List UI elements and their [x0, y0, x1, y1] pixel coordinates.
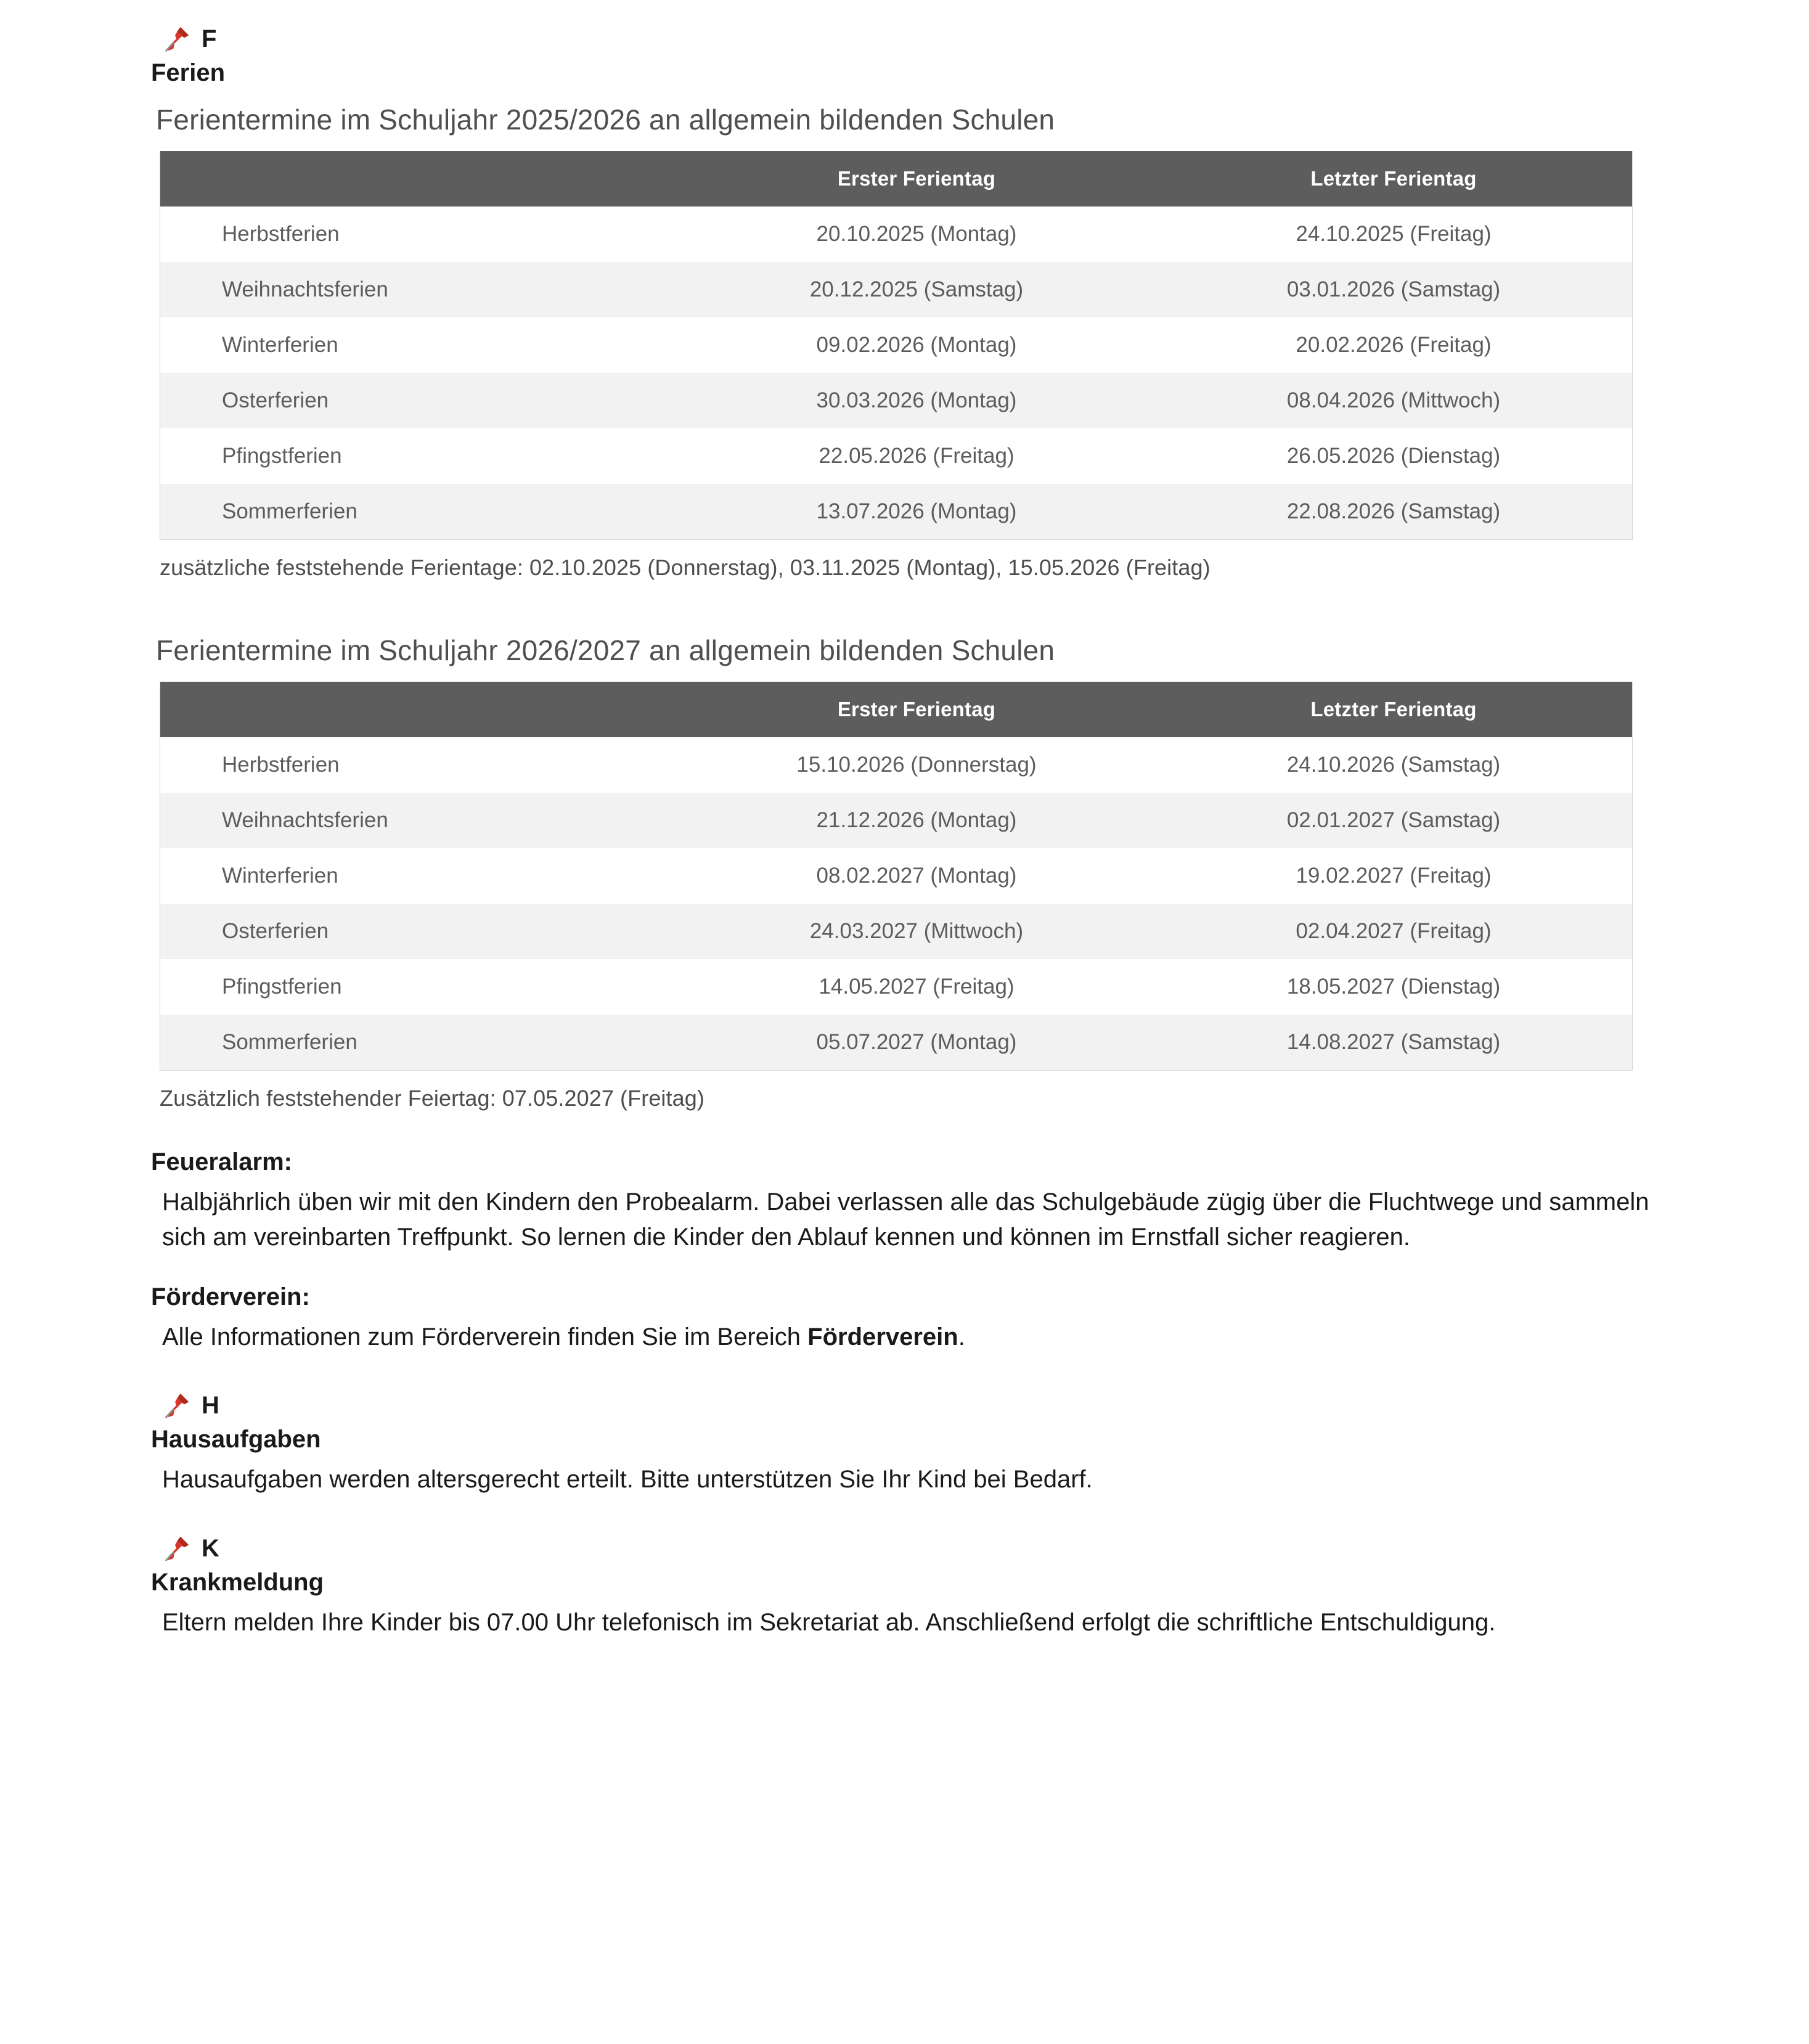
table-row: [160, 317, 1632, 373]
cell-ferienart: Osterferien: [222, 388, 329, 412]
ferien-table-2026-2027: [160, 682, 1633, 1071]
cell-ferienart: Pfingstferien: [222, 444, 342, 468]
section-heading-ferien: Ferien: [151, 59, 226, 86]
paragraph-feueralarm: Halbjährlich üben wir mit den Kindern den Probealarm. Dabei verlassen alle das Schulgebäude zügig über die Fluchtwege und sammeln sich am vereinbarten Treffpunkt. So lernen die Kinder den Ablauf kennen und können im Ernstfall sicher reagieren.: [162, 1188, 1649, 1251]
column-header-letzter: Letzter Ferientag: [1155, 682, 1632, 737]
cell-letzter-ferientag: 22.08.2026 (Samstag): [1286, 499, 1501, 523]
cell-erster-ferientag: 20.10.2025 (Montag): [816, 222, 1017, 246]
pushpin-icon: [162, 25, 190, 53]
cell-letzter-ferientag: 24.10.2026 (Samstag): [1286, 753, 1501, 777]
cell-erster-ferientag: 22.05.2026 (Freitag): [819, 444, 1015, 468]
column-header-letzter: Letzter Ferientag: [1155, 151, 1632, 206]
cell-erster-ferientag: 13.07.2026 (Montag): [816, 499, 1017, 523]
cell-ferienart: Weihnachtsferien: [222, 277, 388, 301]
cell-ferienart: Herbstferien: [222, 222, 340, 246]
section-header-krankmeldung: [162, 1534, 1717, 1563]
table-title-2026-2027: Ferientermine im Schuljahr 2026/2027 an allgemein bildenden Schulen: [156, 634, 1055, 666]
cell-letzter-ferientag: 08.04.2026 (Mittwoch): [1286, 388, 1501, 412]
cell-erster-ferientag: 05.07.2027 (Montag): [816, 1030, 1017, 1054]
table-row: [160, 428, 1632, 484]
table-header-row: [160, 682, 1632, 737]
cell-ferienart: Herbstferien: [222, 753, 340, 777]
section-heading-hausaufgaben: Hausaufgaben: [151, 1426, 321, 1453]
section-pin-letter: H: [202, 1391, 220, 1419]
column-header-erster: Erster Ferientag: [678, 151, 1155, 206]
pushpin-icon: [162, 1391, 190, 1420]
table-row: [160, 373, 1632, 428]
foerderverein-text-post: .: [958, 1323, 965, 1351]
table-row: [160, 904, 1632, 959]
section-header-ferien: [162, 25, 1717, 53]
foerderverein-text-pre: Alle Informationen zum Förderverein finden Sie im Bereich: [162, 1323, 808, 1351]
cell-erster-ferientag: 24.03.2027 (Mittwoch): [809, 919, 1024, 943]
paragraph-krankmeldung: Eltern melden Ihre Kinder bis 07.00 Uhr telefonisch im Sekretariat ab. Anschließend erfolgt die schriftliche Entschuldigung.: [162, 1609, 1496, 1637]
column-header-ferien: [160, 682, 678, 737]
cell-ferienart: Sommerferien: [222, 499, 357, 523]
table-row: [160, 737, 1632, 793]
table-note-2025-2026: zusätzliche feststehende Ferientage: 02.10.2025 (Donnerstag), 03.11.2025 (Montag), 15.05.2026 (Freitag): [160, 555, 1211, 580]
cell-ferienart: Weihnachtsferien: [222, 808, 388, 832]
column-header-ferien: [160, 151, 678, 206]
cell-letzter-ferientag: 18.05.2027 (Dienstag): [1286, 975, 1501, 999]
heading-feueralarm: Feueralarm:: [151, 1148, 292, 1175]
cell-ferienart: Pfingstferien: [222, 975, 342, 999]
section-header-hausaufgaben: [162, 1391, 1717, 1420]
paragraph-foerderverein: [162, 1320, 1660, 1355]
cell-erster-ferientag: 15.10.2026 (Donnerstag): [796, 753, 1037, 777]
cell-ferienart: Sommerferien: [222, 1030, 357, 1054]
cell-erster-ferientag: 21.12.2026 (Montag): [816, 808, 1017, 832]
cell-letzter-ferientag: 02.01.2027 (Samstag): [1286, 808, 1501, 832]
pushpin-icon: [162, 1534, 190, 1563]
column-header-erster: Erster Ferientag: [678, 682, 1155, 737]
table-note-2026-2027: Zusätzlich feststehender Feiertag: 07.05.2027 (Freitag): [160, 1085, 704, 1111]
cell-erster-ferientag: 08.02.2027 (Montag): [816, 864, 1017, 888]
cell-erster-ferientag: 20.12.2025 (Samstag): [809, 277, 1024, 301]
paragraph-hausaufgaben: Hausaufgaben werden altersgerecht erteilt. Bitte unterstützen Sie Ihr Kind bei Bedarf.: [162, 1466, 1093, 1494]
cell-ferienart: Winterferien: [222, 333, 338, 357]
cell-erster-ferientag: 30.03.2026 (Montag): [816, 388, 1017, 412]
table-header-row: [160, 151, 1632, 206]
foerderverein-link[interactable]: Förderverein: [807, 1323, 958, 1351]
cell-letzter-ferientag: 24.10.2025 (Freitag): [1296, 222, 1492, 246]
section-pin-letter: F: [202, 25, 217, 52]
table-row: [160, 262, 1632, 317]
table-row: [160, 484, 1632, 539]
cell-letzter-ferientag: 02.04.2027 (Freitag): [1296, 919, 1492, 943]
cell-letzter-ferientag: 19.02.2027 (Freitag): [1296, 864, 1492, 888]
table-row: [160, 793, 1632, 848]
table-row: [160, 206, 1632, 262]
section-pin-letter: K: [202, 1534, 220, 1562]
cell-erster-ferientag: 14.05.2027 (Freitag): [819, 975, 1015, 999]
table-title-2025-2026: Ferientermine im Schuljahr 2025/2026 an allgemein bildenden Schulen: [156, 104, 1055, 136]
table-row: [160, 959, 1632, 1015]
cell-letzter-ferientag: 14.08.2027 (Samstag): [1286, 1030, 1501, 1054]
cell-letzter-ferientag: 03.01.2026 (Samstag): [1286, 277, 1501, 301]
cell-letzter-ferientag: 26.05.2026 (Dienstag): [1286, 444, 1501, 468]
table-row: [160, 848, 1632, 904]
cell-letzter-ferientag: 20.02.2026 (Freitag): [1296, 333, 1492, 357]
heading-foerderverein: Förderverein:: [151, 1283, 310, 1310]
section-heading-krankmeldung: Krankmeldung: [151, 1569, 324, 1596]
cell-ferienart: Osterferien: [222, 919, 329, 943]
cell-ferienart: Winterferien: [222, 864, 338, 888]
cell-erster-ferientag: 09.02.2026 (Montag): [816, 333, 1017, 357]
ferien-table-2025-2026: [160, 151, 1633, 540]
table-row: [160, 1015, 1632, 1070]
